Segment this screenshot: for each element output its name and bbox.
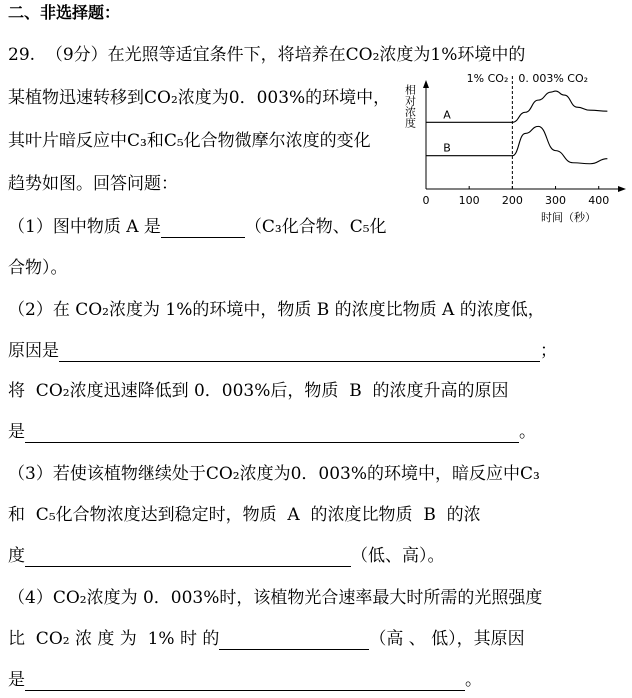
sub4-line-2 bbox=[8, 628, 525, 650]
sub2-line-1: （2）在 CO₂浓度为 1%的环境中，物质 B 的浓度比物质 A 的浓度低， bbox=[8, 300, 545, 320]
sub1-line bbox=[8, 216, 387, 238]
sub2-line-3: 将 CO₂浓度迅速降低到 0．003%后，物质 B 的浓度升高的原因 bbox=[8, 381, 509, 401]
region-label-after: 0. 003% CO₂ bbox=[518, 72, 589, 85]
sub1-prefix: （1）图中物质 A 是 bbox=[8, 217, 161, 237]
sub4-line-1: （4）CO₂浓度为 0．003%时，该植物光合速率最大时所需的光照强度 bbox=[8, 588, 543, 608]
sub2-reason-suffix: ； bbox=[540, 341, 557, 361]
sub1-suffix: （C₃化合物、C₅化 bbox=[244, 217, 387, 237]
x-tick-label-200: 200 bbox=[501, 194, 523, 207]
question-line-1: 29. （9分）在光照等适宜条件下，将培养在CO₂浓度为1%环境中的 bbox=[8, 45, 526, 65]
sub2-reason2-prefix: 是 bbox=[8, 422, 25, 442]
y-axis-arrow bbox=[423, 80, 429, 88]
sub4-prefix: 比 CO₂ 浓 度 为 1% 时 的 bbox=[8, 629, 220, 649]
sub3-suffix: （低、高）。 bbox=[351, 546, 445, 566]
chart-svg bbox=[400, 68, 632, 228]
sub3-answer-line bbox=[8, 545, 445, 567]
sub1-answer-blank[interactable] bbox=[161, 220, 245, 238]
sub4-answer-blank-1[interactable] bbox=[219, 632, 369, 650]
sub4-answer-blank-2[interactable] bbox=[25, 673, 465, 691]
sub2-reason2-suffix: 。 bbox=[519, 422, 536, 442]
series-line-A bbox=[426, 91, 607, 122]
x-axis-arrow bbox=[618, 186, 626, 192]
sub3-line-2: 和 C₅化合物浓度达到稳定时，物质 A 的浓度比物质 B 的浓 bbox=[8, 505, 481, 525]
sub2-reason-prefix: 原因是 bbox=[8, 341, 59, 361]
sub3-line-1: （3）若使该植物继续处于CO₂浓度为0．003%的环境中，暗反应中C₃ bbox=[8, 464, 540, 484]
sub4-reason-prefix: 是 bbox=[8, 670, 25, 690]
sub2-answer-blank-2[interactable] bbox=[25, 425, 519, 443]
series-label-A: A bbox=[443, 108, 451, 122]
sub2-reason2-line bbox=[8, 421, 536, 443]
sub4-reason-line bbox=[8, 669, 482, 691]
sub4-reason-suffix: 。 bbox=[465, 670, 482, 690]
sub3-prefix: 度 bbox=[8, 546, 25, 566]
region-label-before: 1% CO₂ bbox=[466, 72, 509, 85]
question-line-3: 其叶片暗反应中C₃和C₅化合物微摩尔浓度的变化 bbox=[8, 131, 371, 151]
concentration-chart bbox=[400, 68, 632, 228]
x-tick-label-400: 400 bbox=[588, 194, 610, 207]
section-heading: 二、非选择题： bbox=[8, 3, 121, 22]
y-axis-label: 相对浓度 bbox=[403, 84, 417, 128]
sub3-answer-blank[interactable] bbox=[25, 549, 351, 567]
question-line-4: 趋势如图。回答问题： bbox=[8, 174, 178, 194]
question-line-2: 某植物迅速转移到CO₂浓度为0．003%的环境中， bbox=[8, 88, 391, 108]
x-axis-label: 时间（秒） bbox=[541, 211, 596, 224]
sub2-answer-blank-1[interactable] bbox=[59, 344, 540, 362]
series-line-B bbox=[426, 126, 607, 163]
sub1-continuation: 合物）。 bbox=[8, 258, 68, 278]
sub4-suffix: （高 、 低），其原因 bbox=[369, 629, 525, 649]
x-tick-label-300: 300 bbox=[545, 194, 567, 207]
x-tick-label-100: 100 bbox=[458, 194, 480, 207]
series-label-B: B bbox=[443, 141, 451, 155]
x-tick-label-0: 0 bbox=[422, 194, 430, 207]
sub2-reason-line bbox=[8, 340, 557, 362]
